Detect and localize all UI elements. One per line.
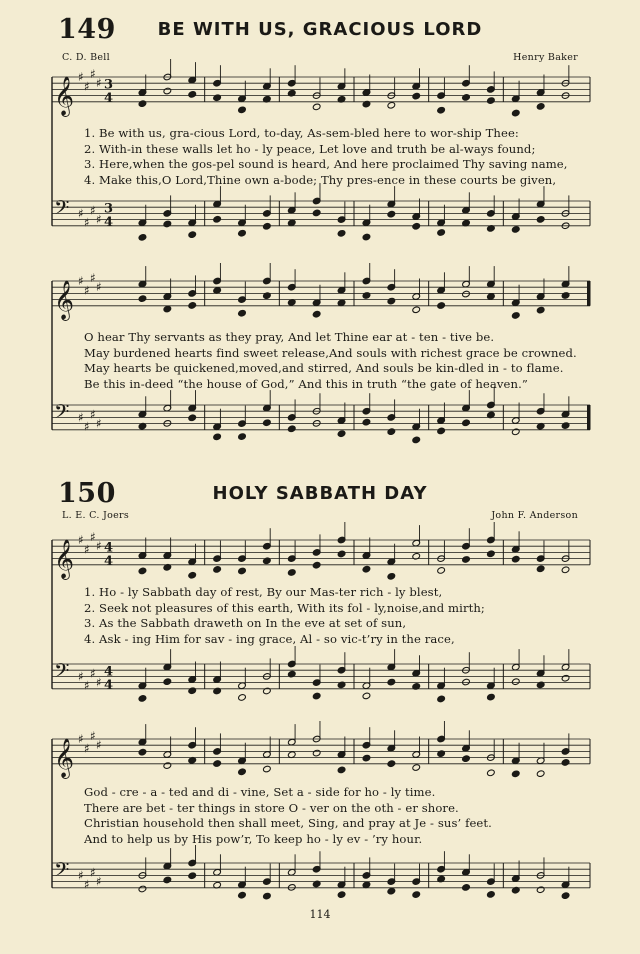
verse-line: 3. Here,when the gos-pel sound is heard, And here proclaimed Thy saving name, [84,157,568,172]
sharp-icon: ♯ [90,66,96,81]
sharp-icon: ♯ [96,874,102,889]
note-head [163,87,172,95]
note-head [437,229,446,237]
note-head [188,872,197,880]
author-credit: C. D. Bell [62,52,110,63]
verse-line: 4. Ask - ing Him for sav - ing grace, Al - so vic-t’ry in the race, [84,631,455,646]
note-head [263,557,272,565]
note-head [238,106,247,114]
note-head [238,768,247,776]
note-head [312,561,321,569]
time-signature-denominator: 4 [104,90,114,106]
sharp-icon: ♯ [90,407,96,422]
note-head [362,565,371,573]
note-head [138,695,147,703]
note-head [561,674,570,682]
note-head [511,428,520,436]
note-head [437,302,446,310]
note-head [213,566,222,574]
note-head [188,231,197,239]
note-head [337,550,346,558]
note-head [238,694,247,702]
note-head [536,770,545,778]
treble-clef-icon: 𝄞 [54,737,75,778]
note-head [462,290,471,298]
treble-clef-icon: 𝄞 [54,75,75,116]
sharp-icon: ♯ [90,865,96,880]
note-head [362,418,371,426]
note-head [387,428,396,436]
note-head [462,884,471,892]
note-head [337,891,346,899]
note-head [561,892,570,900]
treble-clef-icon: 𝄞 [54,279,75,320]
note-head [487,550,496,558]
note-head [536,216,545,224]
note-head [213,433,222,441]
sharp-icon: ♯ [96,738,102,753]
note-head [188,302,197,310]
note-head [188,571,197,579]
note-head [437,106,446,114]
time-signature-denominator: 4 [104,553,114,569]
note-head [362,292,371,300]
note-head [536,103,545,111]
note-head [536,565,545,573]
sharp-icon: ♯ [78,669,84,684]
note-head [312,749,321,757]
sharp-icon: ♯ [84,283,90,298]
verse-line: 3. As the Sabbath draweth on In the eve at set of sun, [84,616,407,631]
hymn-number: 149 [58,14,116,45]
note-head [138,885,147,893]
sharp-icon: ♯ [96,539,102,554]
note-head [138,295,147,303]
note-head [462,755,471,763]
verse-line: O hear Thy servants as they pray, And let Thine ear at - ten - tive be. [84,330,495,344]
sharp-icon: ♯ [78,868,84,883]
note-head [138,567,147,575]
note-head [437,567,446,575]
note-head [163,305,172,313]
note-head [138,234,147,242]
note-head [312,209,321,217]
note-head [412,222,421,230]
note-head [238,891,247,899]
note-head [487,891,496,899]
note-head [511,770,520,778]
note-head [437,695,446,703]
sharp-icon: ♯ [84,877,90,892]
note-head [337,430,346,438]
note-head [362,754,371,762]
note-head [536,886,545,894]
time-signature-numerator: 3 [104,201,114,217]
sharp-icon: ♯ [78,732,84,746]
note-head [263,223,272,231]
verse-line: 2. Seek not pleasures of this earth, With its fol - ly,noise,and mirth; [84,600,485,615]
sharp-icon: ♯ [78,70,84,84]
note-head [561,422,570,430]
note-head [412,436,421,444]
sharp-icon: ♯ [96,675,102,690]
verse-line: 1. Ho - ly Sabbath day of rest, By our Mas-ter rich - ly blest, [84,585,443,599]
sharp-icon: ♯ [84,79,90,94]
composer-credit: Henry Baker [513,52,578,63]
verse-line: Be this in-deed “the house of God,” And this in truth “the gate of heaven.” [84,376,528,391]
note-head [511,555,520,563]
sharp-icon: ♯ [90,529,96,544]
sharp-icon: ♯ [84,678,90,693]
time-signature-numerator: 4 [104,664,114,680]
note-head [138,748,147,756]
time-signature-numerator: 4 [104,540,114,556]
sharp-icon: ♯ [78,410,84,425]
note-head [213,94,222,102]
note-head [387,678,396,686]
note-head [462,678,471,686]
note-head [437,750,446,758]
author-credit: L. E. C. Joers [62,510,130,521]
sharp-icon: ♯ [84,419,90,434]
note-head [561,759,570,767]
note-head [163,762,172,770]
note-head [263,419,272,427]
note-head [238,309,247,317]
note-head [487,97,496,105]
note-head [487,769,496,777]
note-head [163,876,172,884]
note-head [312,692,321,700]
note-head [462,419,471,427]
sharp-icon: ♯ [96,280,102,295]
note-head [337,230,346,238]
note-head [412,891,421,899]
time-signature-denominator: 4 [104,214,114,230]
note-head [213,760,222,768]
note-head [362,233,371,241]
note-head [238,433,247,441]
note-head [238,229,247,237]
sharp-icon: ♯ [96,416,102,431]
note-head [511,226,520,234]
sharp-icon: ♯ [78,274,84,288]
note-head [238,567,247,575]
note-head [213,216,222,224]
note-head [387,102,396,110]
final-bar [587,405,590,430]
note-head [312,310,321,318]
staves [52,59,590,900]
note-head [163,220,172,228]
verse-line: May burdened hearts find sweet release,And souls with richest grace be crowned. [84,345,577,360]
verse-line: 4. Make this,O Lord,Thine own a-bode; Thy pres-ence in these courts be given, [84,172,557,187]
note-head [387,573,396,581]
note-head [387,760,396,768]
verse-line: May hearts be quickened,moved,and stirred, And souls be kin-dled in - to flame. [84,361,564,376]
note-head [138,100,147,108]
note-head [412,764,421,772]
note-head [163,678,172,686]
note-head [287,425,296,433]
note-head [287,884,296,892]
time-signature-denominator: 4 [104,677,114,693]
hymn-number: 150 [58,478,116,509]
sharp-icon: ♯ [84,741,90,756]
note-head [487,293,496,301]
note-head [387,297,396,305]
sharp-icon: ♯ [84,542,90,557]
note-head [536,306,545,314]
note-head [437,427,446,435]
note-head [511,109,520,117]
note-head [462,556,471,564]
note-head [487,693,496,701]
sharp-icon: ♯ [90,666,96,681]
sharp-icon: ♯ [84,215,90,230]
verse-line: There are bet - ter things in store O - ver on the oth - er shore. [84,800,459,815]
sharp-icon: ♯ [96,212,102,227]
note-head [188,91,197,99]
hymn-title: BE WITH US, GRACIOUS LORD [157,19,483,40]
note-head [387,210,396,218]
note-head [511,312,520,320]
note-head [412,306,421,314]
verse-line: 2. With-in these walls let ho - ly peace, Let love and truth be al-ways found; [84,141,536,156]
sharp-icon: ♯ [90,270,96,285]
verse-line: Christian household then shall meet, Sing, and pray at Je - sus’ feet. [84,816,492,831]
sharp-icon: ♯ [78,206,84,221]
note-head [561,292,570,300]
note-head [387,887,396,895]
sharp-icon: ♯ [90,203,96,218]
note-head [188,687,197,695]
note-head [511,678,520,686]
sharp-icon: ♯ [90,728,96,743]
note-head [213,687,222,695]
note-head [263,687,272,695]
note-head [287,569,296,577]
sharp-icon: ♯ [96,76,102,91]
final-bar [587,281,590,306]
bass-clef-icon: 𝄢 [54,858,70,886]
time-signature-numerator: 3 [104,77,114,93]
verse-line: 1. Be with us, gra-cious Lord, to-day, As-sem-bled here to wor-ship Thee: [84,126,519,140]
page-number: 114 [309,908,331,921]
note-head [263,892,272,900]
note-head [263,765,272,773]
sharp-icon: ♯ [78,533,84,547]
bass-clef-icon: 𝄢 [54,400,70,428]
note-head [312,103,321,111]
bass-clef-icon: 𝄢 [54,659,70,687]
verse-line: And to help us by His pow’r, To keep ho - ly ev - ’ry hour. [84,831,423,846]
note-head [412,92,421,100]
hymn-title: HOLY SABBATH DAY [212,483,428,504]
composer-credit: John F. Anderson [491,510,578,521]
bass-clef-icon: 𝄢 [54,196,70,224]
note-head [362,692,371,700]
note-head [188,414,197,422]
treble-clef-icon: 𝄞 [54,538,75,579]
note-head [337,766,346,774]
note-head [561,566,570,574]
note-head [462,94,471,102]
verse-line: God - cre - a - ted and di - vine, Set a - side for ho - ly time. [84,785,436,799]
